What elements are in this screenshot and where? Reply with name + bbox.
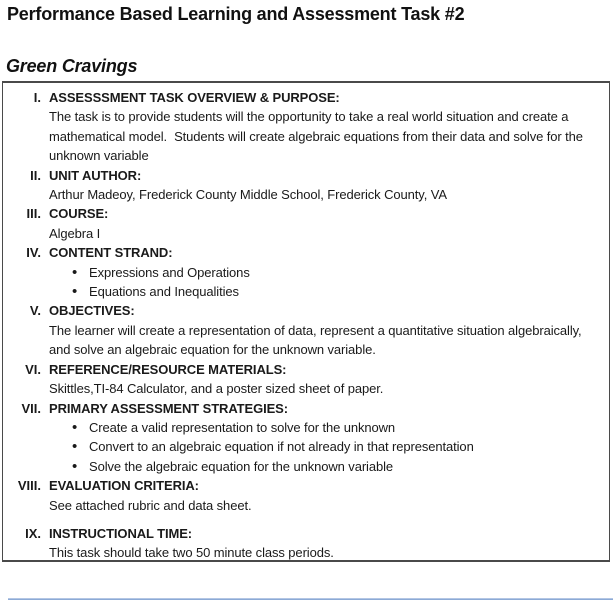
item-numeral: VIII.	[17, 478, 41, 494]
bullet-item: • Convert to an algebraic equation if not already in that representation	[49, 437, 601, 456]
item-heading: INSTRUCTIONAL TIME:	[49, 525, 193, 541]
item-paragraph: Arthur Madeoy, Frederick County Middle School, Frederick County, VA	[49, 187, 447, 203]
bullet-list	[49, 263, 601, 302]
item-heading: EVALUATION CRITERIA:	[49, 478, 199, 494]
item-numeral: III.	[26, 206, 41, 222]
bullet-item: • Expressions and Operations	[49, 263, 601, 282]
outline-item-assessment-strategies	[3, 399, 601, 477]
item-heading: REFERENCE/RESOURCE MATERIALS:	[49, 361, 287, 377]
outline-item-reference-materials	[3, 360, 601, 399]
bullet-item: • Equations and Inequalities	[49, 282, 601, 301]
outline-item-evaluation-criteria	[3, 476, 601, 515]
outline-item-course	[3, 204, 601, 243]
outline-item-unit-author	[3, 166, 601, 205]
item-heading: ASSESSSMENT TASK OVERVIEW & PURPOSE:	[49, 90, 340, 105]
item-heading: CONTENT STRAND:	[49, 245, 173, 261]
item-heading: OBJECTIVES:	[49, 303, 135, 319]
item-paragraph: The task is to provide students will the opportunity to take a real world situation and create a mathematical model. Students will create algebraic equations from their data and solve for the unknown variable	[49, 109, 587, 164]
outline-box	[2, 81, 610, 562]
item-heading: UNIT AUTHOR:	[49, 167, 142, 183]
item-paragraph: The learner will create a representation of data, represent a quantitative situation algebraically, and solve an algebraic equation for the unknown variable.	[49, 322, 586, 358]
item-heading: COURSE:	[49, 206, 109, 222]
bullet-list	[49, 418, 601, 476]
item-numeral: IV.	[26, 245, 41, 261]
item-paragraph: See attached rubric and data sheet.	[49, 497, 252, 513]
item-numeral: IX.	[25, 525, 41, 541]
item-heading: PRIMARY ASSESSMENT STRATEGIES:	[49, 400, 288, 416]
outline-item-content-strand	[3, 243, 601, 301]
item-numeral: I.	[33, 90, 41, 105]
item-paragraph: Skittles,TI-84 Calculator, and a poster sized sheet of paper.	[49, 381, 384, 397]
bullet-item: • Solve the algebraic equation for the unknown variable	[49, 457, 601, 476]
item-numeral: VI.	[25, 361, 41, 377]
item-numeral: VII.	[21, 400, 41, 416]
item-numeral: V.	[29, 303, 41, 319]
outline-item-objectives	[3, 301, 601, 359]
bullet-item: • Create a valid representation to solve for the unknown	[49, 418, 601, 437]
outline-item-overview	[3, 88, 601, 166]
item-numeral: II.	[30, 167, 41, 183]
page-title: Performance Based Learning and Assessment Task #2	[7, 4, 465, 24]
item-paragraph: Algebra I	[49, 225, 101, 241]
outline-item-instructional-time	[3, 524, 601, 563]
item-paragraph: This task should take two 50 minute class periods.	[49, 545, 334, 561]
page-subtitle: Green Cravings	[6, 56, 138, 76]
